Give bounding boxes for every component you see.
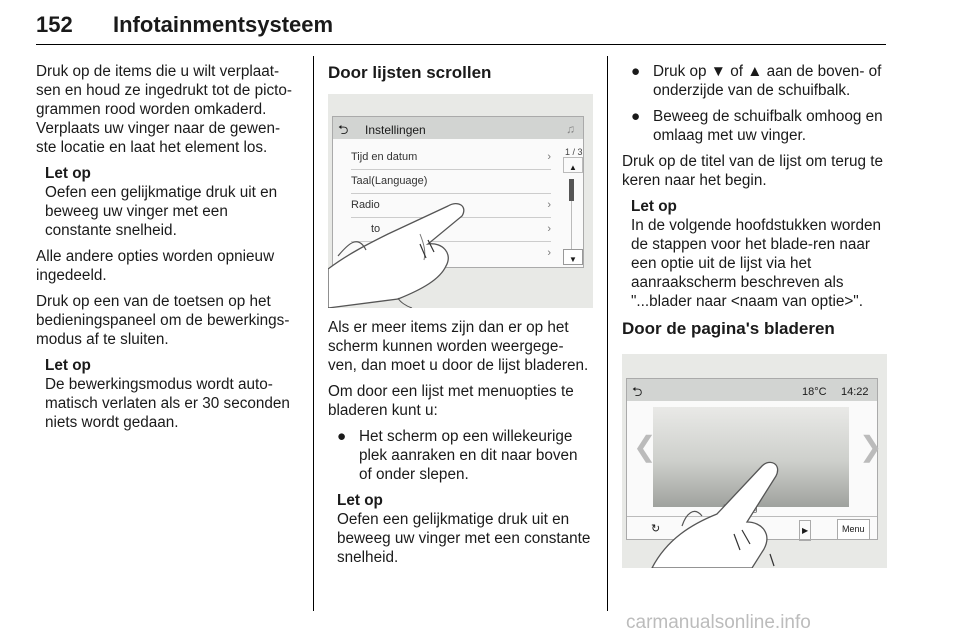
list-item: Tijd en datum › xyxy=(351,145,551,170)
list-item: Radio › xyxy=(351,193,551,218)
chevron-left-icon: ❮ xyxy=(633,431,657,462)
back-arrow-icon: ⮌ xyxy=(338,122,349,137)
paragraph: Druk op de titel van de lijst om terug te keren naar het begin. xyxy=(622,153,884,189)
screen-title: Instellingen xyxy=(365,123,426,137)
column-divider xyxy=(313,56,314,611)
note xyxy=(337,491,592,567)
bullet-item: ● Druk op ▼ of ▲ aan de boven- of onderzijde van de schuifbalk. xyxy=(631,63,882,99)
column-2 xyxy=(328,62,592,574)
note xyxy=(45,356,298,432)
paragraph: Om door een lijst met menuopties te bladeren kunt u: xyxy=(328,383,574,419)
scroll-up-icon: ▲ xyxy=(563,157,583,173)
bullet-item: ● Het scherm op een willekeurige plek aanraken en dit naar boven of onder slepen. xyxy=(337,428,578,483)
back-arrow-icon: ⮌ xyxy=(632,384,643,399)
note-label: Let op xyxy=(45,165,91,182)
menu-button: Menu xyxy=(837,519,870,540)
page-title: Infotainmentsysteem xyxy=(113,12,334,37)
note-text: Oefen een gelijkmatige druk uit en beweeg uw vinger met een constante snelheid. xyxy=(337,511,591,566)
note-label: Let op xyxy=(337,492,383,509)
column-3 xyxy=(622,62,888,578)
page-indicator: 1 / 3 xyxy=(565,147,583,157)
chevron-right-icon: › xyxy=(547,247,551,259)
hand-illustration xyxy=(328,94,593,308)
section-heading: Door lijsten scrollen xyxy=(328,63,492,82)
bullet-icon: ● xyxy=(631,108,641,125)
clock-time: 14:22 xyxy=(841,386,869,398)
list-item: to › xyxy=(351,217,551,242)
hand-illustration xyxy=(622,354,887,568)
chevron-right-icon: › xyxy=(547,223,551,235)
chevron-right-icon: ❯ xyxy=(859,431,883,462)
list-scroll-figure xyxy=(328,94,593,308)
play-icon: ▶ xyxy=(799,520,811,541)
note-label: Let op xyxy=(631,198,677,215)
chevron-right-icon: › xyxy=(547,199,551,211)
note-text: De bewerkingsmodus wordt auto-matisch verlaten als er 30 seconden niets wordt gedaan. xyxy=(45,376,290,431)
note-label: Let op xyxy=(45,357,91,374)
page-number: 152 xyxy=(36,12,73,37)
column-divider xyxy=(607,56,608,611)
list-item: Taal(Language) xyxy=(351,169,551,194)
music-note-icon: ♫ xyxy=(566,122,575,136)
scroll-down-icon: ▼ xyxy=(563,249,583,265)
note xyxy=(45,164,298,240)
bullet-item: ● Beweeg de schuifbalk omhoog en omlaag met uw vinger. xyxy=(631,108,883,144)
temperature: 18°C xyxy=(802,386,827,398)
note xyxy=(631,197,888,311)
bullet-icon: ● xyxy=(337,428,347,445)
paragraph: Druk op de items die u wilt verplaat-sen en houd ze ingedrukt tot de picto-grammen rood worden omkaderd. Verplaats uw vinger naar de gewen-ste locatie en laat het element los. xyxy=(36,63,292,156)
watermark: carmanualsonline.info xyxy=(626,612,811,633)
column-1 xyxy=(36,62,298,439)
note-text: Oefen een gelijkmatige druk uit en beweeg uw vinger met een constante snelheid. xyxy=(45,184,278,239)
note-text: In de volgende hoofdstukken worden de stappen voor het blade-ren naar een optie uit de lijst via het aanraakscherm beschreven als "...blader naar <naam van optie>". xyxy=(631,217,882,310)
bullet-icon: ● xyxy=(631,63,641,80)
paragraph: Druk op een van de toetsen op het bedieningspaneel om de bewerkings-modus af te sluiten. xyxy=(36,293,290,348)
paragraph: Als er meer items zijn dan er op het scherm kunnen worden weergege-ven, dan moet u door de lijst bladeren. xyxy=(328,319,589,374)
page-header xyxy=(36,8,886,45)
page-swipe-figure xyxy=(622,354,887,568)
rotate-icon: ↻ xyxy=(651,523,661,535)
section-heading: Door de pagina's bladeren xyxy=(622,319,835,338)
chevron-right-icon: › xyxy=(547,151,551,163)
paragraph: Alle andere opties worden opnieuw ingedeeld. xyxy=(36,248,275,284)
